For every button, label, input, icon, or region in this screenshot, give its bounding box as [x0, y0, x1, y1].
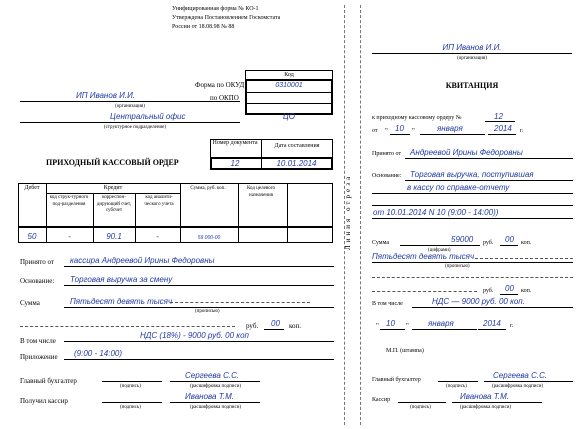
receipt-digits-caption: (цифрами): [428, 248, 451, 253]
col-debit: Дебет: [24, 185, 40, 191]
receipt-basis-line1: Торговая выручка, поступившая: [410, 170, 534, 179]
val-sub2: 90.1: [106, 232, 122, 241]
org-name: ИП Иванов И.И.: [76, 91, 136, 100]
receipt-month: января: [437, 124, 463, 133]
code-label: Код: [284, 72, 294, 78]
receipt-year-suffix: г.: [520, 128, 524, 134]
receipt-chief-decode-caption: (расшифровка подписи): [492, 384, 544, 389]
rub-label: руб.: [246, 322, 259, 330]
receipt-cashier-sign-caption: (подпись): [410, 405, 431, 410]
receipt-sum-digits: 59000: [451, 235, 474, 244]
cashier-name: Иванова Т.М.: [185, 392, 234, 401]
division-name: Центральный офис: [110, 112, 186, 121]
received-label: Принято от: [20, 258, 54, 266]
receipt-cashier-decode-caption: (расшифровка подписи): [460, 405, 512, 410]
vat-value: НДС (18%) - 9000 руб. 00 коп: [140, 331, 249, 340]
receipt-org-name: ИП Иванов И.И.: [442, 43, 502, 52]
form-line-2: Утверждена Постановлением Госкомстата: [172, 15, 281, 21]
receipt-vat-value: НДС — 9000 руб. 00 коп.: [432, 297, 525, 306]
received-value: кассира Андреевой Ирины Федоровны: [70, 256, 215, 265]
receipt-org-caption: (организация): [457, 56, 487, 61]
receipt-kop2-label: коп.: [521, 288, 532, 294]
stamp-label: М.П. (штампа): [386, 348, 424, 354]
receipt-received-label: Принято от: [372, 151, 402, 157]
doc-title: ПРИХОДНЫЙ КАССОВЫЙ ОРДЕР: [46, 158, 179, 167]
col-sub1: код струк-турного под-разделения: [49, 195, 89, 207]
form-line-1: Унифицированная форма № КО-1: [172, 6, 259, 12]
receipt-chief-sign-caption: (подпись): [446, 384, 467, 389]
receipt-title: КВИТАНЦИЯ: [445, 81, 499, 90]
receipt-day: 10: [395, 124, 404, 133]
cashier-decode-caption: (расшифровка подписи): [190, 405, 242, 410]
division-code: ЦО: [282, 112, 296, 121]
sum-caption: (прописью): [195, 309, 220, 314]
kop-value: 00: [271, 319, 280, 328]
col-sub2: корреспон-дирующий счет, субсчет: [96, 195, 132, 213]
cashier-label: Получил кассир: [20, 397, 68, 405]
receipt-date-suffix: г.: [510, 323, 514, 329]
val-sum: 59 000-00: [197, 235, 221, 241]
col-sub3: код аналити-ческого учета: [144, 195, 174, 207]
basis-label: Основание:: [20, 277, 55, 285]
receipt-rub2-value: 00: [505, 284, 514, 293]
receipt-kop-label: коп.: [521, 240, 532, 246]
receipt-date-year: 2014: [483, 319, 501, 328]
okud-label: Форма по ОКУД: [195, 81, 245, 89]
receipt-basis-label: Основание:: [372, 173, 402, 179]
to-order-label: к приходному кассовому ордеру №: [372, 115, 462, 121]
num-header: Номер документа: [212, 140, 258, 146]
sum-value: Пятьдесят девять тысяч: [70, 297, 173, 306]
chief-label: Главный бухгалтер: [20, 377, 77, 385]
receipt-basis-line3: от 10.01.2014 N 10 (9:00 - 14:00)): [373, 208, 499, 217]
cut-line-label: Линия отреза: [344, 173, 352, 250]
chief-sign-caption: (подпись): [120, 384, 141, 389]
receipt-order-number: 12: [494, 112, 503, 121]
okud-value: 0310001: [275, 82, 303, 89]
receipt-sum-words: Пятьдесят девять тысяч: [372, 252, 475, 261]
from-label: от: [372, 128, 378, 134]
receipt-year: 2014: [494, 124, 512, 133]
quote-close-2: ": [406, 322, 409, 330]
col-credit: Кредит: [103, 185, 123, 191]
chief-name: Сергеева С.С.: [185, 371, 240, 380]
date-header: Дата составления: [274, 143, 320, 149]
cut-line-right: [360, 5, 361, 425]
doc-number: 12: [230, 159, 240, 168]
receipt-date-day: 10: [386, 319, 395, 328]
attach-label: Приложение: [20, 353, 58, 361]
org-caption: (организация): [115, 104, 145, 109]
receipt-chief-label: Главный бухгалтер: [372, 377, 421, 383]
form-line-3: России от 18.08.98 № 88: [172, 24, 235, 30]
receipt-cashier-label: Кассир: [372, 397, 391, 403]
receipt-sum-label: Сумма: [372, 240, 389, 246]
receipt-rub-label: руб.: [483, 240, 494, 246]
chief-decode-caption: (расшифровка подписи): [190, 384, 242, 389]
receipt-date-month: января: [428, 319, 454, 328]
col-purpose: Код целевого назначения: [246, 186, 276, 198]
receipt-vat-label: В том числе: [372, 301, 403, 307]
receipt-basis-line2: в кассу по справке-отчету: [407, 183, 510, 192]
receipt-words-caption: (прописью): [445, 264, 470, 269]
val-debit: 50: [27, 232, 37, 241]
quote-open-1: ": [385, 127, 388, 135]
receipt-cashier-name: Иванова Т.М.: [460, 392, 509, 401]
okpo-label: по ОКПО: [210, 94, 239, 102]
attach-value: (9:00 - 14:00): [74, 349, 123, 358]
receipt-rub2-label: руб.: [483, 288, 494, 294]
receipt-kop-value: 00: [505, 235, 514, 244]
val-sub1: -: [68, 232, 71, 241]
quote-close-1: ": [412, 127, 415, 135]
basis-value: Торговая выручка за смену: [70, 275, 173, 284]
receipt-received-value: Андреевой Ирины Федоровны: [410, 148, 523, 157]
division-caption: (структурное подразделение): [103, 125, 167, 130]
cashier-sign-caption: (подпись): [120, 405, 141, 410]
val-sub3: -: [156, 232, 159, 241]
quote-open-2: ": [376, 322, 379, 330]
vat-label: В том числе: [20, 337, 56, 345]
receipt-chief-name: Сергеева С.С.: [493, 371, 548, 380]
sum-label: Сумма: [20, 299, 40, 307]
kop-label: коп.: [289, 322, 302, 330]
doc-date: 10.01.2014: [276, 159, 317, 168]
col-sum: Сумма, руб. коп.: [190, 186, 226, 191]
